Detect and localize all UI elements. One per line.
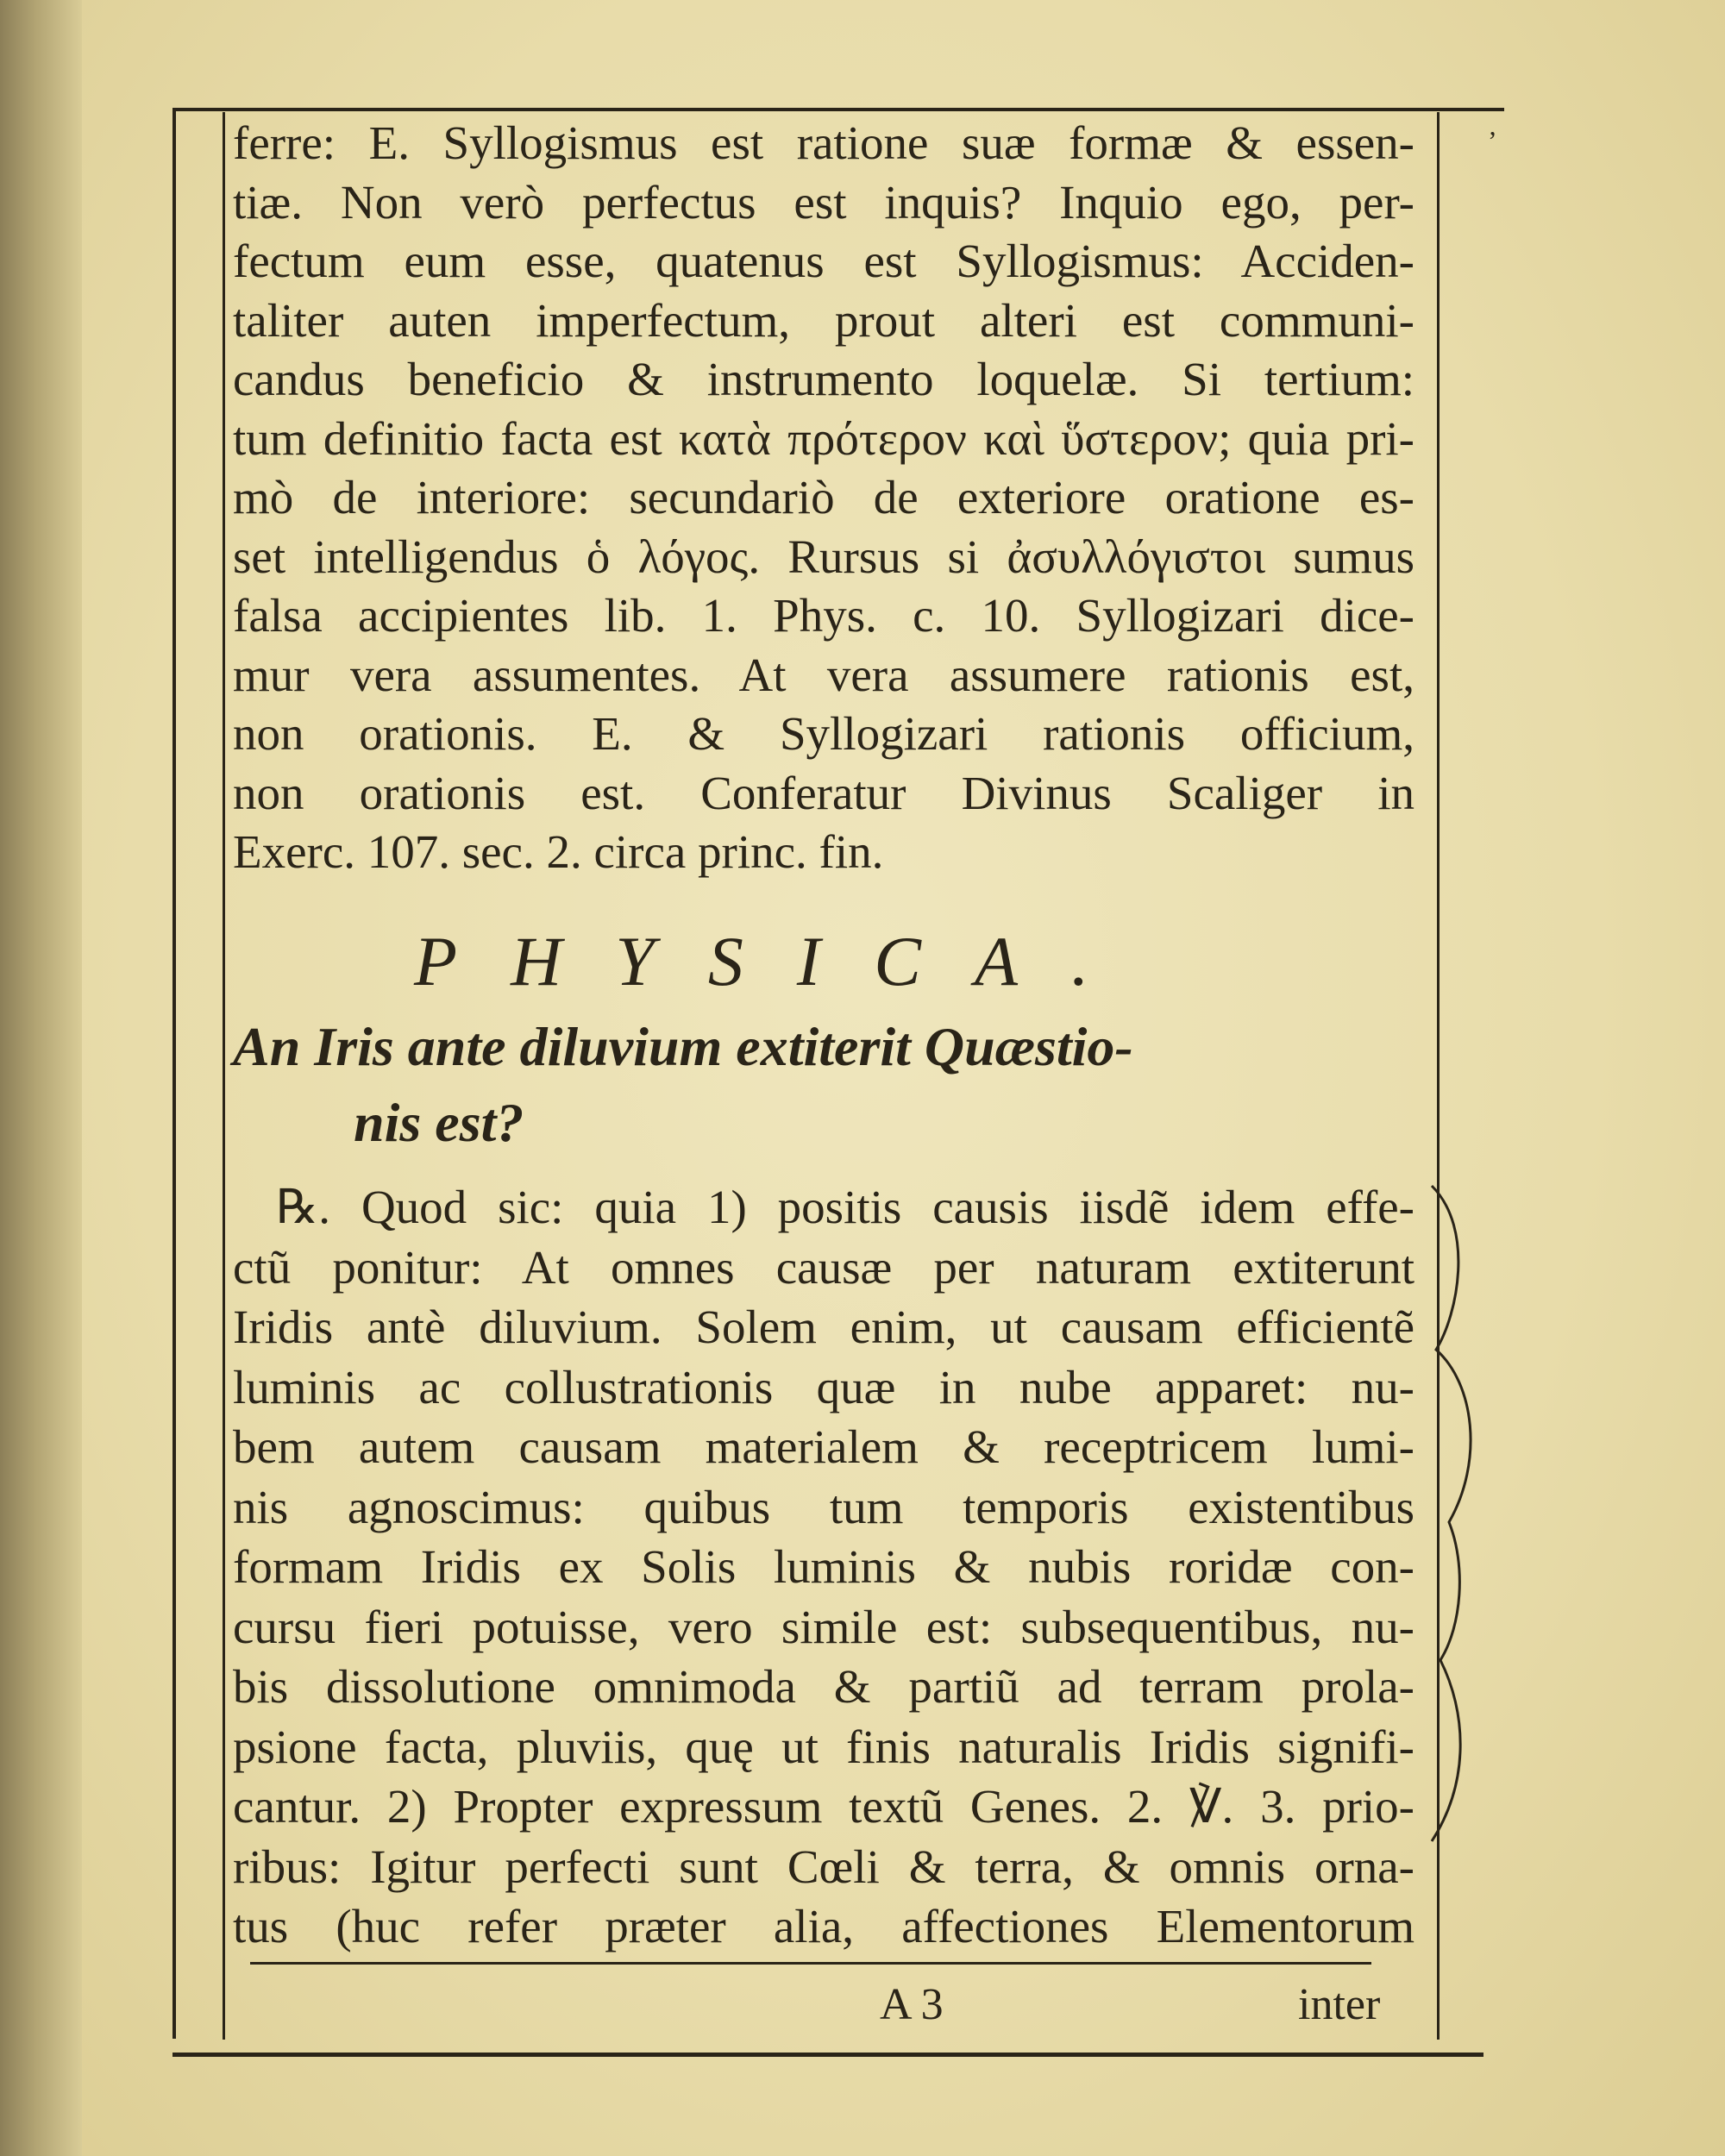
- text-line: non orationis est. Conferatur Divinus Scaliger in: [233, 766, 1414, 819]
- bottom-frame-rule: [172, 2053, 1484, 2057]
- text-line: Exerc. 107. sec. 2. circa princ. fin.: [233, 825, 884, 878]
- question-heading: [233, 1009, 1414, 1161]
- text-line: cursu fieri potuisse, vero simile est: subsequentibus, nu-: [233, 1600, 1414, 1653]
- text-line: taliter auten imperfectum, prout alteri est communi-: [233, 293, 1414, 347]
- text-line: non orationis. E. & Syllogizari rationis officium,: [233, 707, 1414, 760]
- text-line: tum definitio facta est κατὰ πρότερον καὶ ὕστερον; quia pri-: [233, 411, 1414, 465]
- text-line: ctũ ponitur: At omnes causæ per naturam extiterunt: [233, 1240, 1414, 1294]
- text-line: ℞. Quod sic: quia 1) positis causis iisdẽ idem effe-: [276, 1181, 1414, 1233]
- section-heading: PHYSICA.: [414, 922, 1143, 1000]
- text-line: tus (huc refer præter alia, affectiones Elementorum: [233, 1900, 1414, 1952]
- text-line: mò de interiore: secundariò de exteriore oratione es-: [233, 471, 1414, 523]
- text-line: formam Iridis ex Solis luminis & nubis roridæ con-: [233, 1540, 1414, 1593]
- text-line: candus beneficio & instrumento loquelæ. Si tertium:: [233, 353, 1414, 405]
- text-line: luminis ac collustrationis quæ in nube apparet: nu-: [233, 1360, 1414, 1413]
- text-line: falsa accipientes lib. 1. Phys. c. 10. Syllogizari dice-: [233, 589, 1414, 642]
- handwritten-bracket-icon: [1423, 1177, 1492, 1850]
- text-line: psione facta, pluviis, quę ut finis naturalis Iridis signifi-: [233, 1720, 1414, 1773]
- question-line-2: nis est?: [354, 1092, 524, 1153]
- text-line: bis dissolutione omnimoda & partiũ ad terram prola-: [233, 1660, 1414, 1713]
- text-line: Iridis antè diluvium. Solem enim, ut causam efficientẽ: [233, 1300, 1414, 1353]
- signature-mark: A 3: [880, 1980, 944, 2029]
- footer-rule: [250, 1962, 1371, 1965]
- text-line: nis agnoscimus: quibus tum temporis existentibus: [233, 1480, 1414, 1533]
- catchword: inter: [1298, 1980, 1381, 2029]
- text-line: set intelligendus ὁ λόγος. Rursus si ἀσυλλόγιστοι sumus: [233, 530, 1414, 583]
- text-line: fectum eum esse, quatenus est Syllogismus: Acciden-: [233, 235, 1414, 287]
- text-line: cantur. 2) Propter expressum textũ Genes. 2. ℣. 3. prio-: [233, 1780, 1414, 1833]
- text-line: tiæ. Non verò perfectus est inquis? Inquio ego, per-: [233, 175, 1414, 229]
- text-line: bem autem causam materialem & receptricem lumi-: [233, 1420, 1414, 1473]
- text-line: ferre: E. Syllogismus est ratione suæ formæ & essen-: [233, 116, 1414, 169]
- text-block-body: [233, 1177, 1414, 1957]
- book-gutter: [0, 0, 82, 2156]
- text-line: ribus: Igitur perfecti sunt Cœli & terra, & omnis orna-: [233, 1839, 1414, 1893]
- question-line-1: An Iris ante diluvium extiterit Quæstio-: [233, 1016, 1133, 1077]
- text-line: mur vera assumentes. At vera assumere rationis est,: [233, 648, 1414, 701]
- margin-mark-icon: ʼ: [1488, 125, 1497, 156]
- text-block-top: [233, 114, 1414, 882]
